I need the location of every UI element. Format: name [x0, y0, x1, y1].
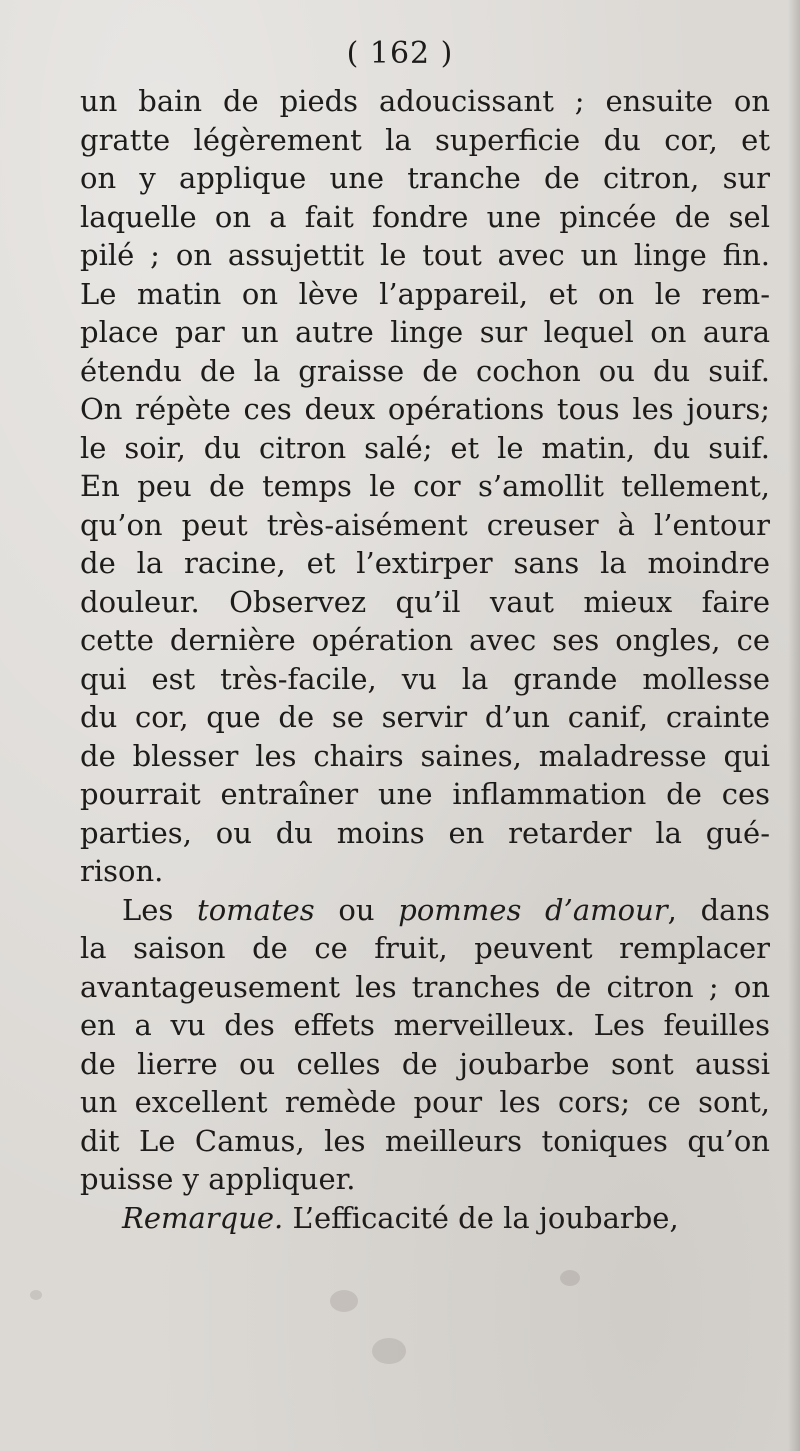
paper-stain [30, 1290, 42, 1300]
text-line: parties, ou du moins en retarder la gué- [80, 815, 770, 850]
text-line: de blesser les chairs saines, maladresse qui [80, 738, 770, 773]
text-line: étendu de la graisse de cochon ou du suif. [80, 353, 770, 388]
text-line: rison. [80, 854, 164, 888]
text-line: qu’on peut très-aisément creuser à l’entour [80, 507, 770, 542]
text-line: pourrait entraîner une inflammation de ces [80, 777, 770, 811]
page-edge-shadow [788, 0, 800, 1451]
italic-term: Remarque. [122, 1200, 284, 1235]
text-line: place par un autre linge sur lequel on aura [80, 315, 770, 349]
text-line: laquelle on a fait fondre une pincée de sel [80, 199, 770, 234]
body-text [80, 82, 770, 1237]
text-line: le soir, du citron salé; et le matin, du suif. [80, 430, 770, 465]
text-word: , dans [667, 892, 771, 927]
italic-term: pommes d’amour [398, 892, 668, 927]
text-word: L’efficacité de la joubarbe, [283, 1200, 679, 1235]
text-line: dit Le Camus, les meilleurs toniques qu’on [80, 1123, 770, 1158]
paper-stain [560, 1270, 580, 1286]
page-number: ( 162 ) [346, 36, 454, 71]
text-line: On répète ces deux opérations tous les jours; [80, 392, 770, 426]
text-line: douleur. Observez qu’il vaut mieux faire [80, 584, 770, 619]
paragraph-first-line [80, 1199, 770, 1238]
text-line: un excellent remède pour les cors; ce sont, [80, 1085, 770, 1119]
text-line: puisse y appliquer. [80, 1162, 356, 1196]
text-word: ou [338, 892, 375, 927]
text-line: Le matin on lève l’appareil, et on le rem- [80, 276, 770, 311]
text-line: cette dernière opération avec ses ongles, ce [80, 623, 770, 657]
text-line: de lierre ou celles de joubarbe sont aussi [80, 1046, 770, 1081]
text-line: avantageusement les tranches de citron ; on [80, 969, 770, 1004]
paragraph-first-line [80, 891, 770, 930]
paper-stain [372, 1338, 406, 1364]
text-line: de la racine, et l’extirper sans la moindre [80, 546, 770, 580]
text-line: un bain de pieds adoucissant ; ensuite on [80, 84, 770, 118]
text-line: En peu de temps le cor s’amollit tellement, [80, 469, 770, 503]
text-line: du cor, que de se servir d’un canif, crainte [80, 700, 770, 734]
text-line: on y applique une tranche de citron, sur [80, 161, 770, 195]
italic-term: tomates [197, 892, 315, 927]
paper-stain [330, 1290, 358, 1312]
text-line: pilé ; on assujettit le tout avec un linge fin. [80, 238, 770, 272]
text-line: gratte légèrement la superficie du cor, et [80, 122, 770, 157]
text-line: qui est très-facile, vu la grande mollesse [80, 661, 770, 696]
text-line: la saison de ce fruit, peuvent remplacer [80, 931, 770, 965]
text-line: en a vu des effets merveilleux. Les feuilles [80, 1008, 770, 1042]
text-word: Les [122, 892, 174, 927]
